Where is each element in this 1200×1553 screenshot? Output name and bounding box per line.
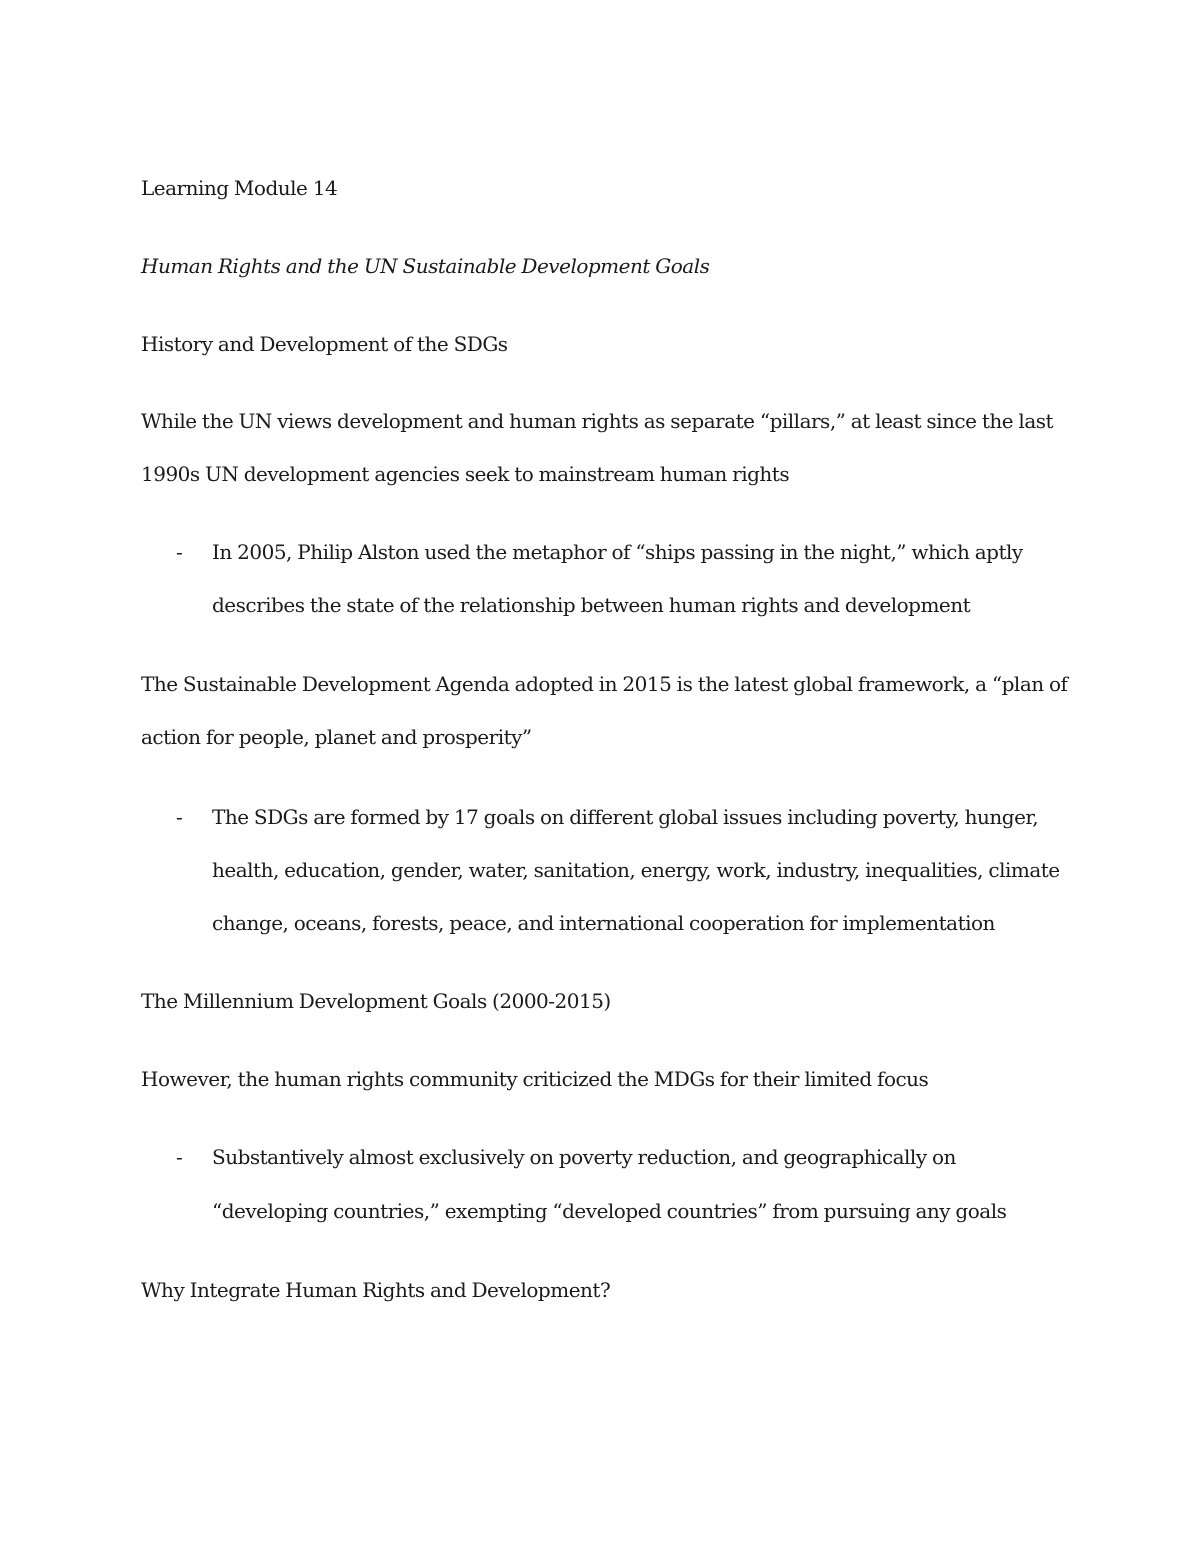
paragraph-line: However, the human rights community criticized the MDGs for their limited focus (141, 1067, 929, 1091)
paragraph-line: While the UN views development and human rights as separate “pillars,” at least since the last (141, 409, 1054, 433)
bullet-dash: - (176, 805, 183, 829)
paragraph-line: action for people, planet and prosperity” (141, 725, 532, 749)
section-heading-mdgs: The Millennium Development Goals (2000-2015) (141, 989, 611, 1013)
bullet-line: describes the state of the relationship between human rights and development (212, 593, 971, 617)
paragraph-line: The Sustainable Development Agenda adopted in 2015 is the latest global framework, a “plan of (141, 672, 1068, 696)
bullet-line: change, oceans, forests, peace, and international cooperation for implementation (212, 911, 995, 935)
document-title: Learning Module 14 (141, 176, 338, 200)
bullet-line: “developing countries,” exempting “developed countries” from pursuing any goals (212, 1199, 1007, 1223)
bullet-line: Substantively almost exclusively on poverty reduction, and geographically on (212, 1145, 956, 1169)
bullet-line: health, education, gender, water, sanitation, energy, work, industry, inequalities, climate (212, 858, 1060, 882)
section-heading-history: History and Development of the SDGs (141, 332, 508, 356)
bullet-dash: - (176, 540, 183, 564)
bullet-line: The SDGs are formed by 17 goals on different global issues including poverty, hunger, (212, 805, 1039, 829)
paragraph-line: 1990s UN development agencies seek to mainstream human rights (141, 462, 790, 486)
bullet-line: In 2005, Philip Alston used the metaphor of “ships passing in the night,” which aptly (212, 540, 1023, 564)
bullet-dash: - (176, 1145, 183, 1169)
document-subtitle: Human Rights and the UN Sustainable Development Goals (141, 254, 710, 278)
section-heading-why-integrate: Why Integrate Human Rights and Development? (141, 1278, 611, 1302)
